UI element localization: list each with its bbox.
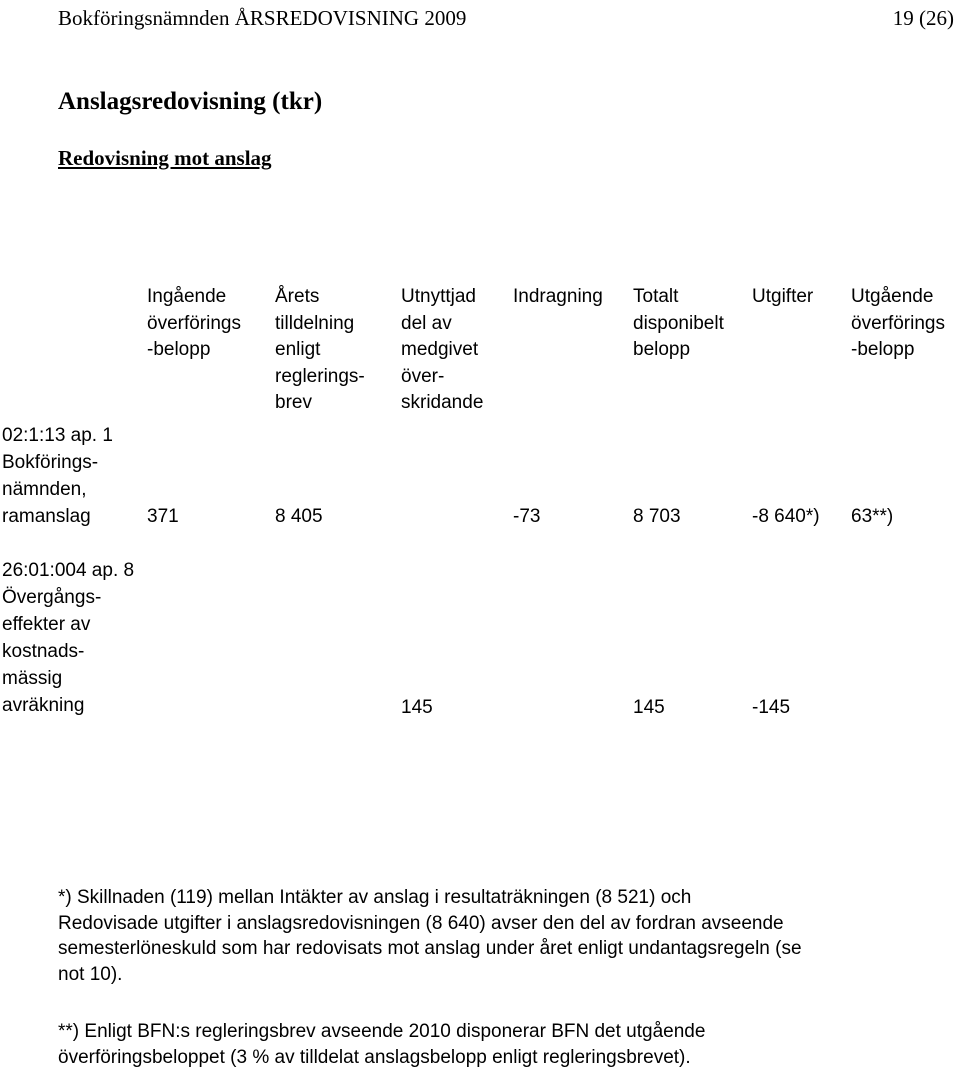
table-cell: 8 703 — [633, 506, 681, 527]
row-label-avrakning: 26:01:004 ap. 8 Övergångs- effekter av kostnads- mässig avräkning — [2, 560, 135, 716]
footnote-2: **) Enligt BFN:s regleringsbrev avseende 2010 disponerar BFN det utgående överföringsbeloppet (3 % av tilldelat anslagsbelopp enligt regleringsbrevet). — [58, 1021, 706, 1068]
column-header-utgaende: Utgående överförings -belopp — [851, 286, 945, 360]
column-header-utnyttjad: Utnyttjad del av medgivet över- skridande — [401, 286, 484, 413]
table-cell: 145 — [401, 697, 433, 718]
page-number: 19 (26) — [892, 6, 954, 30]
table-cell: 145 — [633, 697, 665, 718]
table-cell: 63**) — [851, 506, 894, 527]
row-label-ramanslag: 02:1:13 ap. 1 Bokförings- nämnden, ramanslag — [2, 425, 113, 527]
column-header-arets-tilldelning: Årets tilldelning enligt reglerings- brev — [275, 286, 365, 413]
table-cell: -73 — [513, 506, 541, 527]
column-header-totalt-disponibelt: Totalt disponibelt belopp — [633, 286, 724, 360]
column-header-ingaende: Ingående överförings -belopp — [147, 286, 241, 360]
running-title: Bokföringsnämnden ÅRSREDOVISNING 2009 — [58, 6, 467, 30]
table-cell: -8 640*) — [752, 506, 820, 527]
document-title: Anslagsredovisning (tkr) — [58, 88, 323, 115]
table-cell: 371 — [147, 506, 179, 527]
table-cell: -145 — [752, 697, 791, 718]
column-header-indragning: Indragning — [513, 286, 603, 307]
table-cell: 8 405 — [275, 506, 323, 527]
column-header-utgifter: Utgifter — [752, 286, 814, 307]
document-subtitle: Redovisning mot anslag — [58, 146, 272, 170]
footnote-1: *) Skillnaden (119) mellan Intäkter av anslag i resultaträkningen (8 521) och Redovisade utgifter i anslagsredovisningen (8 640) avser den del av fordran avseende semesterlöneskuld som har redovisats mot anslag under året enligt undantagsregeln (se not 10). — [58, 887, 802, 985]
